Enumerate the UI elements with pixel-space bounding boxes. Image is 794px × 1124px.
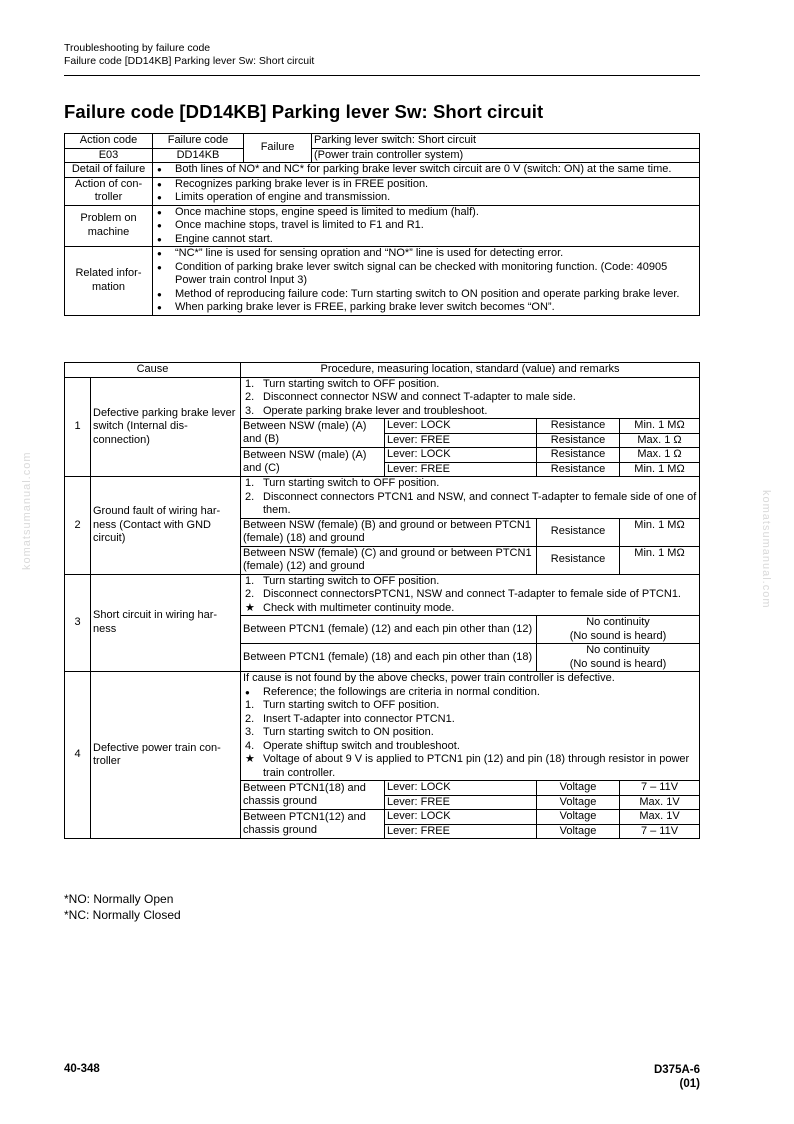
measure-item: Resistance: [537, 448, 620, 463]
note: Check with multimeter continuity mode.: [263, 601, 455, 614]
lever-condition: Lever: LOCK: [385, 810, 537, 825]
header-section: Troubleshooting by failure code: [64, 42, 211, 54]
cause-number: 1: [65, 377, 91, 477]
cause-text: Ground fault of wiring har-ness (Contact with GND circuit): [91, 477, 241, 575]
measure-item: Voltage: [537, 795, 620, 810]
footnote: *NO: Normally Open: [64, 892, 174, 906]
measure-location: Between NSW (male) (A) and (B): [241, 419, 385, 448]
value-line: (No sound is heard): [569, 629, 667, 642]
step: Disconnect connectors PTCN1 and NSW, and connect T-adapter to female side of one of them.: [263, 490, 697, 516]
measure-item: Voltage: [537, 781, 620, 796]
procedure-header: Procedure, measuring location, standard (value) and remarks: [241, 363, 700, 378]
value-line: No continuity: [586, 644, 650, 656]
measure-value: [537, 616, 700, 644]
procedure-steps: 1. Turn starting switch to OFF position. 2. Insert T-adapter into connector PTCN1. 3. Turn starting switch to ON position. 4. Operate shiftup switch and troubleshoot. ★ Voltage of about 9 V is applied to PTCN1 pin (12) and pin (18) through resistor in power train controller.: [245, 699, 690, 779]
measure-value: Max. 1 Ω: [620, 448, 700, 463]
measure-value: Min. 1 MΩ: [620, 518, 700, 546]
model-name: D375A-6: [653, 1064, 700, 1076]
detail-item: ● Both lines of NO* and NC* for parking brake lever switch circuit are 0 V (switch: ON) at the same time.: [155, 163, 697, 177]
measure-location: Between PTCN1(12) and chassis ground: [241, 810, 385, 839]
reference-list: [243, 686, 697, 700]
step: Turn starting switch to OFF position.: [263, 377, 440, 390]
related-item: ● Method of reproducing failure code: Turn starting switch to ON position and operate parking brake lever.: [155, 288, 697, 302]
related-list: [155, 247, 697, 315]
problem-item: ● Engine cannot start.: [155, 233, 697, 247]
step: Insert T-adapter into connector PTCN1.: [263, 712, 455, 725]
value-line: No continuity: [586, 616, 650, 628]
step: Turn starting switch to OFF position.: [263, 574, 440, 587]
measure-item: Resistance: [537, 419, 620, 434]
cause-text: Defective parking brake lever switch (Internal dis-connection): [91, 377, 241, 477]
measure-value: 7 – 11V: [620, 824, 700, 839]
lever-condition: Lever: FREE: [385, 433, 537, 448]
watermark-right: komatsumanual.com: [760, 490, 772, 609]
cause-text: Defective power train con-troller: [91, 672, 241, 839]
related-item: ● Condition of parking brake lever switch signal can be checked with monitoring function. (Code: 40905 Power train control Input 3): [155, 261, 697, 288]
measure-item: Voltage: [537, 824, 620, 839]
model-info: [654, 1063, 700, 1091]
problem-label: Problem on machine: [65, 205, 153, 247]
intro: If cause is not found by the above checks, power train controller is defective.: [243, 672, 615, 684]
measure-value: Min. 1 MΩ: [620, 419, 700, 434]
measure-item: Resistance: [537, 462, 620, 477]
action-label: Action of con-troller: [65, 177, 153, 205]
page-number: 40-348: [64, 1063, 100, 1075]
measure-value: [537, 644, 700, 672]
cause-text: Short circuit in wiring har-ness: [91, 574, 241, 672]
measure-value: 7 – 11V: [620, 781, 700, 796]
procedure-steps: 1. Turn starting switch to OFF position. 2. Disconnect connectorsPTCN1, NSW and connect T-adapter to female side of PTCN1. ★ Check with multimeter continuity mode.: [245, 574, 681, 614]
problem-item: ● Once machine stops, travel is limited to F1 and R1.: [155, 219, 697, 233]
action-item: ● Limits operation of engine and transmission.: [155, 191, 697, 205]
lever-condition: Lever: FREE: [385, 462, 537, 477]
footnotes: [64, 891, 181, 923]
failure-label: Failure: [244, 134, 312, 163]
step: Disconnect connectorsPTCN1, NSW and connect T-adapter to female side of PTCN1.: [263, 588, 681, 600]
step: Operate parking brake lever and troubleshoot.: [263, 404, 488, 417]
failure-desc-1: Parking lever switch: Short circuit: [312, 134, 700, 149]
lever-condition: Lever: LOCK: [385, 448, 537, 463]
step: Disconnect connector NSW and connect T-adapter to male side.: [263, 391, 576, 403]
step: Turn starting switch to OFF position.: [263, 477, 440, 489]
value-line: (No sound is heard): [569, 657, 667, 670]
cause-number: 2: [65, 477, 91, 575]
measure-location: Between PTCN1 (female) (12) and each pin other than (12): [241, 616, 537, 644]
procedure-steps: 1. Turn starting switch to OFF position. 2. Disconnect connectors PTCN1 and NSW, and connect T-adapter to female side of one of them.: [245, 477, 697, 516]
note: Voltage of about 9 V is applied to PTCN1 pin (12) and pin (18) through resistor in power train controller.: [263, 753, 690, 779]
step: Turn starting switch to ON position.: [263, 726, 434, 738]
action-code: E03: [65, 148, 153, 163]
measure-item: Resistance: [537, 433, 620, 448]
header-subsection: Failure code [DD14KB] Parking lever Sw: Short circuit: [64, 55, 315, 67]
lever-condition: Lever: LOCK: [385, 419, 537, 434]
causes-table: [64, 362, 700, 839]
step: Operate shiftup switch and troubleshoot.: [263, 739, 460, 752]
failure-code: DD14KB: [153, 148, 244, 163]
measure-value: Max. 1 Ω: [620, 433, 700, 448]
failure-summary-table: [64, 133, 700, 316]
failure-code-label: Failure code: [153, 134, 244, 149]
measure-location: Between NSW (female) (B) and ground or between PTCN1 (female) (18) and ground: [241, 518, 537, 546]
cause-number: 4: [65, 672, 91, 839]
action-code-label: Action code: [65, 134, 153, 149]
problem-item: ● Once machine stops, engine speed is limited to medium (half).: [155, 206, 697, 220]
step: Turn starting switch to OFF position.: [263, 699, 440, 711]
procedure-steps: 1. Turn starting switch to OFF position. 2. Disconnect connector NSW and connect T-adapter to male side. 3. Operate parking brake lever and troubleshoot.: [245, 377, 576, 417]
footnote: *NC: Normally Closed: [64, 908, 181, 922]
action-item: ● Recognizes parking brake lever is in FREE position.: [155, 178, 697, 192]
problem-list: [155, 206, 697, 247]
detail-list: [155, 163, 697, 177]
measure-value: Max. 1V: [620, 810, 700, 825]
measure-item: Resistance: [537, 518, 620, 546]
star-icon: ★: [245, 601, 255, 614]
related-item: ● When parking brake lever is FREE, parking brake lever switch becomes “ON”.: [155, 301, 697, 315]
revision: (01): [679, 1078, 700, 1090]
measure-value: Max. 1V: [620, 795, 700, 810]
detail-label: Detail of failure: [65, 163, 153, 178]
measure-location: Between PTCN1(18) and chassis ground: [241, 781, 385, 810]
measure-value: Min. 1 MΩ: [620, 462, 700, 477]
star-icon: ★: [245, 753, 255, 765]
measure-location: Between NSW (male) (A) and (C): [241, 448, 385, 477]
header-rule: [64, 75, 700, 76]
lever-condition: Lever: FREE: [385, 795, 537, 810]
cause-header: Cause: [65, 363, 241, 378]
measure-value: Min. 1 MΩ: [620, 546, 700, 574]
running-header: [64, 42, 314, 68]
cause-number: 3: [65, 574, 91, 672]
measure-location: Between PTCN1 (female) (18) and each pin other than (18): [241, 644, 537, 672]
related-label: Related infor-mation: [65, 247, 153, 316]
measure-item: Voltage: [537, 810, 620, 825]
failure-desc-2: (Power train controller system): [312, 148, 700, 163]
measure-item: Resistance: [537, 546, 620, 574]
reference: ● Reference; the followings are criteria in normal condition.: [243, 686, 697, 700]
action-list: [155, 178, 697, 205]
related-item: ● “NC*” line is used for sensing opration and “NO*” line is used for detecting error.: [155, 247, 697, 261]
lever-condition: Lever: LOCK: [385, 781, 537, 796]
page-title: Failure code [DD14KB] Parking lever Sw: Short circuit: [64, 101, 544, 122]
watermark-left: komatsumanual.com: [21, 451, 33, 570]
measure-location: Between NSW (female) (C) and ground or between PTCN1 (female) (12) and ground: [241, 546, 537, 574]
lever-condition: Lever: FREE: [385, 824, 537, 839]
